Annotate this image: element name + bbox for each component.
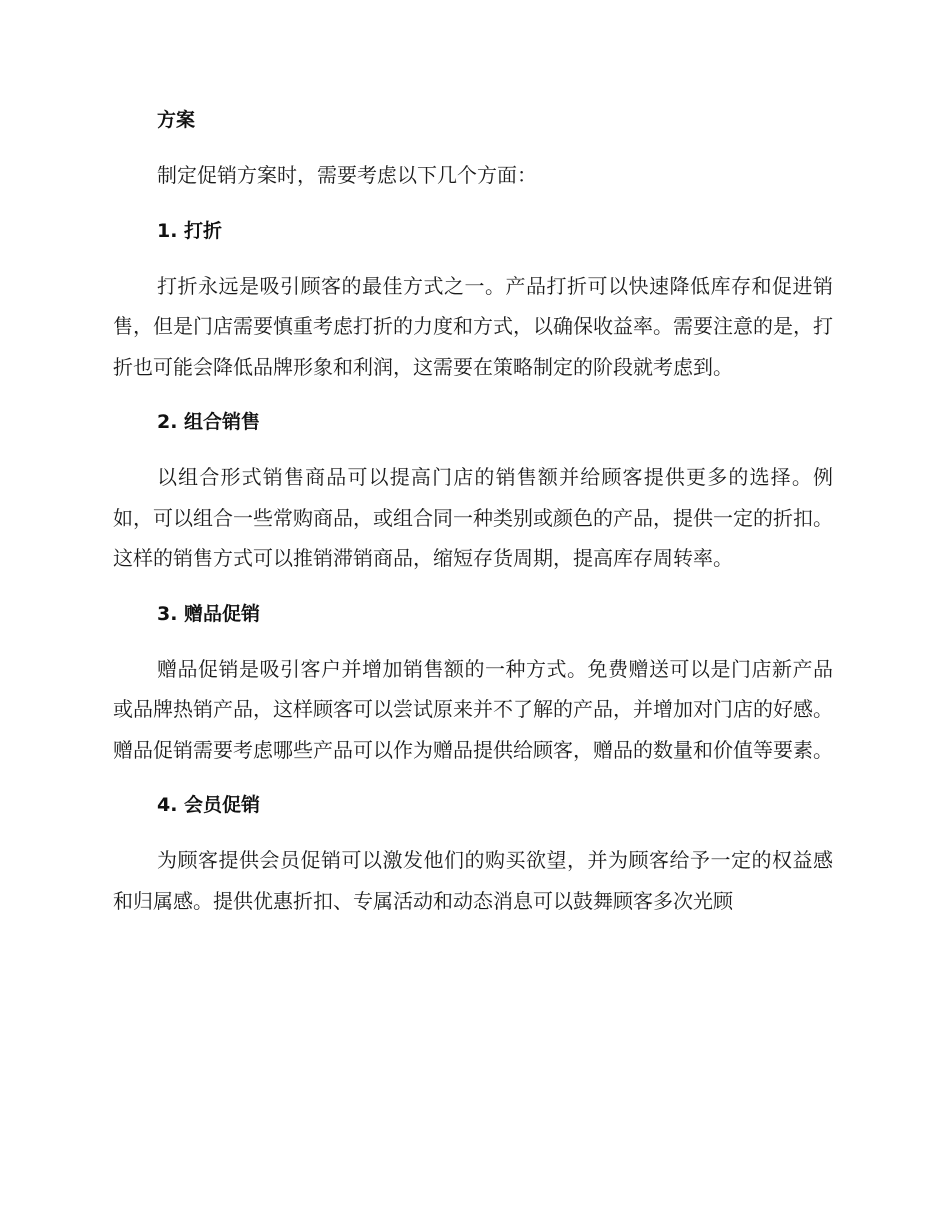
- section-heading-discount: 1. 打折: [157, 219, 223, 242]
- document-content: [113, 105, 833, 921]
- section-heading-gift-promotion: 3. 赠品促销: [157, 602, 261, 625]
- section-body-member-promotion: 为顾客提供会员促销可以激发他们的购买欲望，并为顾客给予一定的权益感和归属感。提供优惠折扣、专属活动和动态消息可以鼓舞顾客多次光顾: [113, 848, 833, 913]
- intro-paragraph: 制定促销方案时，需要考虑以下几个方面：: [157, 163, 537, 187]
- document-title: 方案: [157, 109, 196, 131]
- section-heading-bundle-sales: 2. 组合销售: [157, 411, 261, 433]
- section-heading-member-promotion: 4. 会员促销: [157, 794, 261, 816]
- section-body-discount: 打折永远是吸引顾客的最佳方式之一。产品打折可以快速降低库存和促进销售，但是门店需要慎重考虑打折的力度和方式，以确保收益率。需要注意的是，打折也可能会降低品牌形象和利润，这需要在策略制定的阶段就考虑到。: [113, 273, 833, 379]
- section-body-gift-promotion: 赠品促销是吸引客户并增加销售额的一种方式。免费赠送可以是门店新产品或品牌热销产品，这样顾客可以尝试原来并不了解的产品，并增加对门店的好感。赠品促销需要考虑哪些产品可以作为赠品提供给顾客，赠品的数量和价值等要素。: [113, 656, 833, 762]
- section-body-bundle-sales: 以组合形式销售商品可以提高门店的销售额并给顾客提供更多的选择。例如，可以组合一些常购商品，或组合同一种类别或颜色的产品，提供一定的折扣。这样的销售方式可以推销滞销商品，缩短存货周期，提高库存周转率。: [113, 465, 833, 570]
